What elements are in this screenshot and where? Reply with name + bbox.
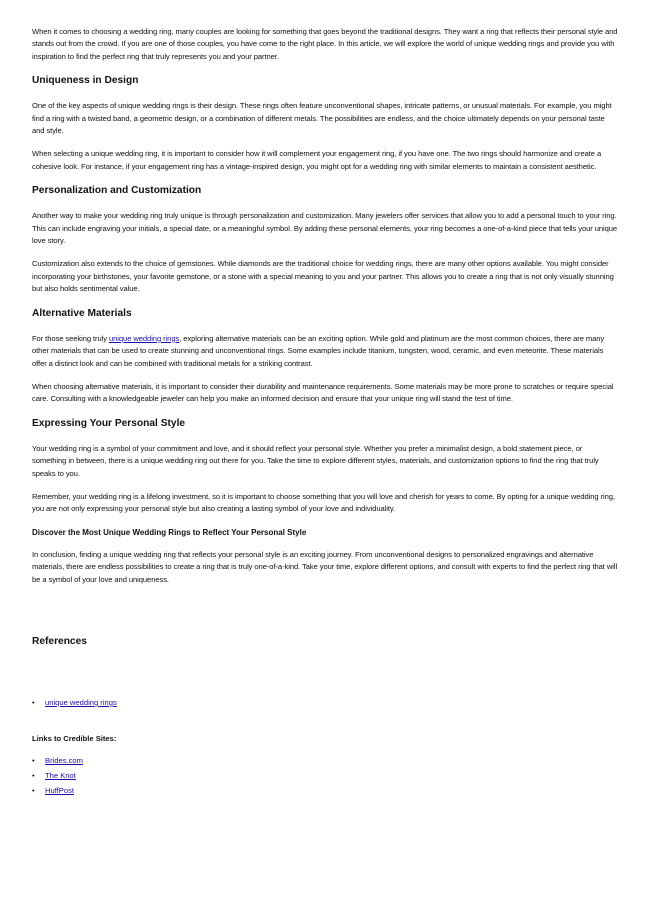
materials-paragraph-2: When choosing alternative materials, it is important to consider their durability and maintenance requirements. Some materials may be more prone to scratches or require special care. Consulting with a knowledgeable jeweler can help you make an informed decision and ensure that your unique ring will stand the test of time. [32, 381, 614, 404]
materials-text-after: , exploring alternative materials can be an exciting option. While gold and platinum are the most common choices, there are many other materials that can be used to create stunning and unconventional rings. Some examples include titanium, tungsten, wood, ceramic, and even meteorite. These materials offer a distinct look and can be combined with traditional metals for a striking contrast. [32, 333, 605, 368]
style-paragraph-2: Remember, your wedding ring is a lifelong investment, so it is important to choose something that you will love and cherish for years to come. By opting for a unique wedding ring, you are not only expressing your personal style but also creating a lasting symbol of your love and individuality. [32, 491, 615, 514]
credible-link-brides[interactable]: Brides.com [45, 755, 83, 765]
spacer [32, 597, 618, 635]
bullet-icon: • [32, 755, 35, 765]
list-item [32, 785, 618, 797]
heading-uniqueness: Uniqueness in Design [32, 75, 139, 87]
heading-materials: Alternative Materials [32, 307, 132, 319]
materials-paragraph-1 [32, 333, 618, 370]
heading-references: References [32, 635, 87, 647]
heading-style: Expressing Your Personal Style [32, 417, 186, 429]
bullet-icon: • [32, 785, 35, 795]
list-item [32, 770, 618, 782]
credible-sites-list [32, 755, 618, 797]
credible-link-the-knot[interactable]: The Knot [45, 770, 76, 780]
heading-credible-sites: Links to Credible Sites: [32, 733, 117, 743]
uniqueness-paragraph-1: One of the key aspects of unique wedding rings is their design. These rings often feature unconventional shapes, intricate patterns, or unusual materials. For example, you might find a ring with a twisted band, a geometric design, or a combination of different metals. The possibilities are endless, and the choice ultimately depends on your personal taste and style. [32, 101, 612, 136]
spacer [32, 712, 618, 733]
personalization-paragraph-1: Another way to make your wedding ring truly unique is through personalization and customization. Many jewelers offer services that allow you to add a personal touch to your ring. This can include engraving your initials, a special date, or a meaningful symbol. By adding these personal elements, your ring becomes a one-of-a-kind piece that tells your unique love story. [32, 211, 618, 246]
reference-link-unique-wedding-rings[interactable]: unique wedding rings [45, 697, 117, 707]
bullet-icon: • [32, 770, 35, 780]
personalization-paragraph-2: Customization also extends to the choice of gemstones. While diamonds are the traditional choice for wedding rings, there are many other options available. You might consider incorporating your birthstones, your favorite gemstone, or a stone with a special meaning to you and your partner. This allows you to create a ring that is not only visually stunning but also holds sentimental value. [32, 259, 614, 294]
list-item [32, 697, 618, 709]
spacer [32, 661, 618, 697]
discover-paragraph: In conclusion, finding a unique wedding ring that reflects your personal style is an exciting journey. From unconventional designs to personalized engravings and alternative materials, there are endless possibilities to create a ring that is truly one-of-a-kind. Take your time, explore different options, and consult with experts to find the perfect ring that will be a symbol of your love and uniqueness. [32, 549, 618, 584]
credible-link-huffpost[interactable]: HuffPost [45, 785, 74, 795]
intro-paragraph: When it comes to choosing a wedding ring, many couples are looking for something that goes beyond the traditional designs. They want a ring that reflects their personal style and stands out from the crowd. If you are one of those couples, you have come to the right place. In this article, we will explore the world of unique wedding rings and provide you with inspiration to find the perfect ring that truly represents you and your partner. [32, 27, 618, 61]
style-paragraph-1: Your wedding ring is a symbol of your commitment and love, and it should reflect your personal style. Whether you prefer a minimalist design, a bold statement piece, or something in between, there is a unique wedding ring out there for you. Take the time to explore different styles, materials, and customization options to find the ring that truly speaks to you. [32, 443, 599, 478]
bullet-icon: • [32, 697, 35, 707]
list-item [32, 755, 618, 767]
unique-wedding-rings-link[interactable]: unique wedding rings [109, 333, 180, 343]
heading-discover: Discover the Most Unique Wedding Rings to Reflect Your Personal Style [32, 527, 307, 537]
heading-personalization: Personalization and Customization [32, 185, 202, 197]
materials-text-before: For those seeking truly [32, 333, 110, 343]
references-list [32, 697, 618, 709]
uniqueness-paragraph-2: When selecting a unique wedding ring, it is important to consider how it will complement your engagement ring, if you have one. The two rings should harmonize and create a cohesive look. For instance, if your engagement ring has a vintage-inspired design, you might opt for a wedding ring with similar elements to maintain a consistent aesthetic. [32, 149, 602, 171]
